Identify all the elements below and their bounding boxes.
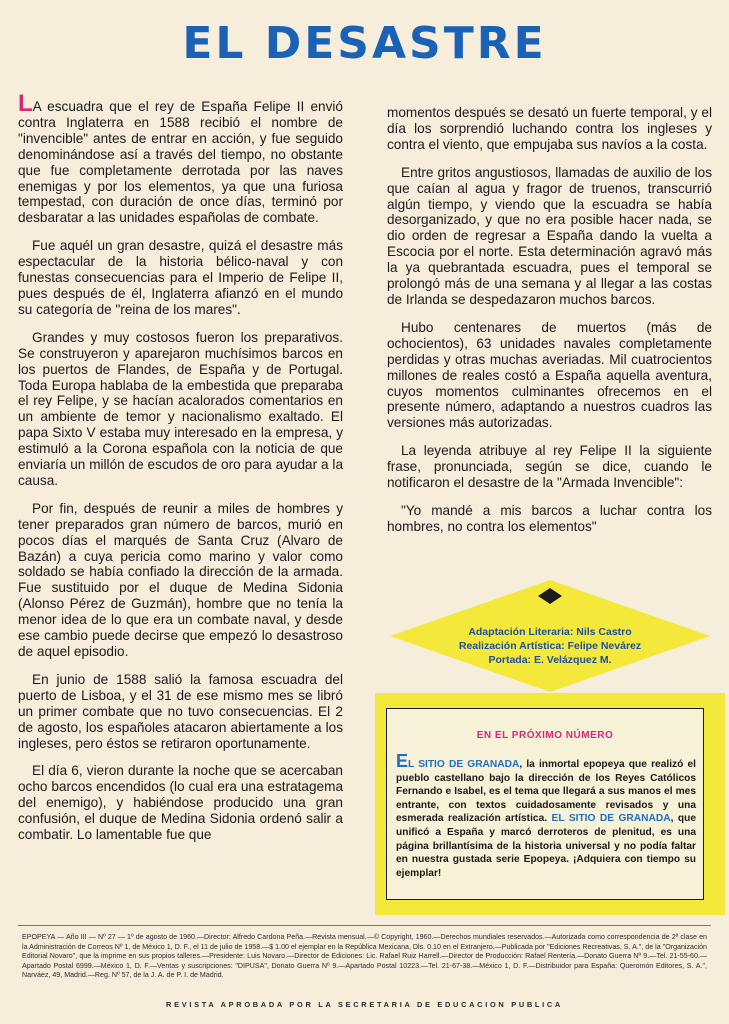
article-left-column — [18, 90, 343, 855]
approval-line: REVISTA APROBADA POR LA SECRETARIA DE EDUCACION PUBLICA — [166, 1000, 563, 1009]
next-issue-title: L SITIO DE GRANADA — [408, 759, 520, 770]
credit-artistic: Realización Artística: Felipe Nevárez — [458, 640, 642, 652]
paragraph: Entre gritos angustiosos, llamadas de auxilio de los que caían al agua y fragor de truenos, transcurrió algún tiempo, y viendo que la escuadra se había desorganizado, y que no era posible hacer nada, se dio orden de regresar a España dando la vuelta a Escocia por el norte. Esta determinación agravó más la ya quebrantada escuadra, pues el temporal se prolongó más de una semana y al llegar a las costas de Irlanda se despedazaron muchos barcos. — [387, 164, 712, 307]
page-title: EL DESASTRE — [182, 18, 547, 69]
paragraph: Por fin, después de reunir a miles de hombres y tener preparados gran número de barcos, murió en pocos días el marqués de Santa Cruz (Alvaro de Bazán) a cuya pericia como marino y valor como soldado se había confiado la dirección de la armada. Fue sustituido por el duque de Medina Sidonia (Alonso Pérez de Guzmán), hombre que no tenía la menor idea de lo que era un combate naval, y desde ese cambio puede decirse que empezó lo desastroso de aquel episodio. — [18, 500, 343, 659]
paragraph: Hubo centenares de muertos (más de ochocientos), 63 unidades navales completamente perdidas y otras muchas averiadas. Mil cuatrocientos millones de reales costó a España aquella aventura, cuyos momentos culminantes ofrecemos en el presente número, adaptando a nuestros cuadros las versiones más autorizadas. — [387, 319, 712, 431]
paragraph: Fue aquél un gran desastre, quizá el desastre más espectacular de la historia bélico-naval y con funestas consecuencias para el Imperio de Felipe II, pues después de él, Inglaterra afianzó en el mundo su categoría de "reina de los mares". — [18, 238, 343, 317]
credit-literary: Adaptación Literaria: Nils Castro — [468, 626, 632, 638]
paragraph: Grandes y muy costosos fueron los preparativos. Se construyeron y aparejaron muchísimos barcos en los puertos de Flandes, de España y de Portugal. Toda Europa hablaba de la embestida que preparaba el rey Felipe, y se hacían acalorados comentarios en un ambiente de temor y nacionalismo exaltado. El papa Sixto V estaba muy interesado en la empresa, y estimuló a la Corona española con la noticia de que enviaría un millón de escudos de oro para ayudar a la causa. — [18, 329, 343, 488]
credit-cover: Portada: E. Velázquez M. — [488, 654, 612, 666]
paragraph: La leyenda atribuye al rey Felipe II la siguiente frase, pronunciada, según se dice, cuando le notificaron el desastre de la "Armada Invencible": — [387, 443, 712, 491]
paragraph: En junio de 1588 salió la famosa escuadra del puerto de Lisboa, y el 31 de ese mismo mes se libró un primer combate que no tuvo consecuencias. El 2 de agosto, los españoles atacaron abiertamente a los ingleses, pero éstos se retiraron oportunamente. — [18, 671, 343, 751]
footer-divider — [18, 925, 711, 926]
next-issue-text: EL SITIO DE GRANADA, la inmortal epopeya que realizó el pueblo castellano bajo la dirección de los Reyes Católicos Fernando e Isabel, es el tema que llegará a sus manos el mes entrante, con textos cuidadosamente revisados y una esmerada realización artística. EL SITIO DE GRANADA, que unificó a España y marcó derroteros de plenitud, es una página brillantísima de la historia universal y no podía faltar en nuestra gustada serie Epopeya. ¡Adquiera con tiempo su ejemplar! — [396, 751, 696, 879]
paragraph: LA escuadra que el rey de España Felipe II envió contra Inglaterra en 1588 recibió el nombre de "invencible" antes de entrar en acción, y fue seguido denominándose así a través del tiempo, no obstante que fue completamente derrotada por las naves enemigas y por los elementos, ya que una furiosa tempestad, con duración de once días, terminó por desbaratar a las unidades españolas de combate. — [18, 90, 343, 226]
imprint: EPOPEYA — Año III — Nº 27 — 1º de agosto de 1960.—Director: Alfredo Cardona Peña.—Revista mensual.—© Copyright, 1960.—Derechos mundiales reservados.—Autorizada como correspondencia de 2ª clase en la Administración de Correos Nº 1, de México 1, D. F., el 11 de julio de 1958.—$ 1.00 el ejemplar en la República Mexicana, Dls. 0.10 en el Extranjero.—Publicada por "Ediciones Recreativas, S. A.", de la "Organización Editorial Novaro", que la imprime en sus propios talleres.—Presidente: Luis Novaro.—Director de Ediciones: Lic. Rafael Ruiz Harrell.—Director de Producción: Rafael Rentería.—Donato Guerra Nº 9.—Tel. 21-55-60.—Apartado Postal 6999.—México 1, D. F.—Ventas y suscripciones: "DIPUSA", Donato Guerra Nº 9.—Apartado Postal 10223.—Tel. 21-67-38.—México 1, D. F.—Distribuidor para España: Queromón Editores, S. A.", Narváez, 49, Madrid.—Reg. Nº 57, de la J. A. de P. I. de Madrid. — [22, 933, 707, 980]
paragraph: momentos después se desató un fuerte temporal, y el día los sorprendió luchando contra los ingleses y contra el viento, que empujaba sus navíos a la costa. — [387, 105, 712, 152]
next-issue-heading: EN EL PRÓXIMO NÚMERO — [476, 730, 614, 741]
article-right-column — [387, 105, 712, 547]
credits — [430, 625, 670, 667]
drop-cap: L — [18, 90, 33, 117]
next-issue-drop-cap: E — [396, 751, 409, 771]
next-issue-title-repeat: EL SITIO DE GRANADA — [551, 813, 671, 825]
king-quote: "Yo mandé a mis barcos a luchar contra los hombres, no contra los elementos" — [387, 502, 712, 534]
paragraph: El día 6, vieron durante la noche que se acercaban ocho barcos encendidos (lo cual era una estratagema del enemigo), y habiéndose producido una gran confusión, el duque de Medina Sidonia ordenó salir a combatir. Lo lamentable fue que — [18, 763, 343, 843]
